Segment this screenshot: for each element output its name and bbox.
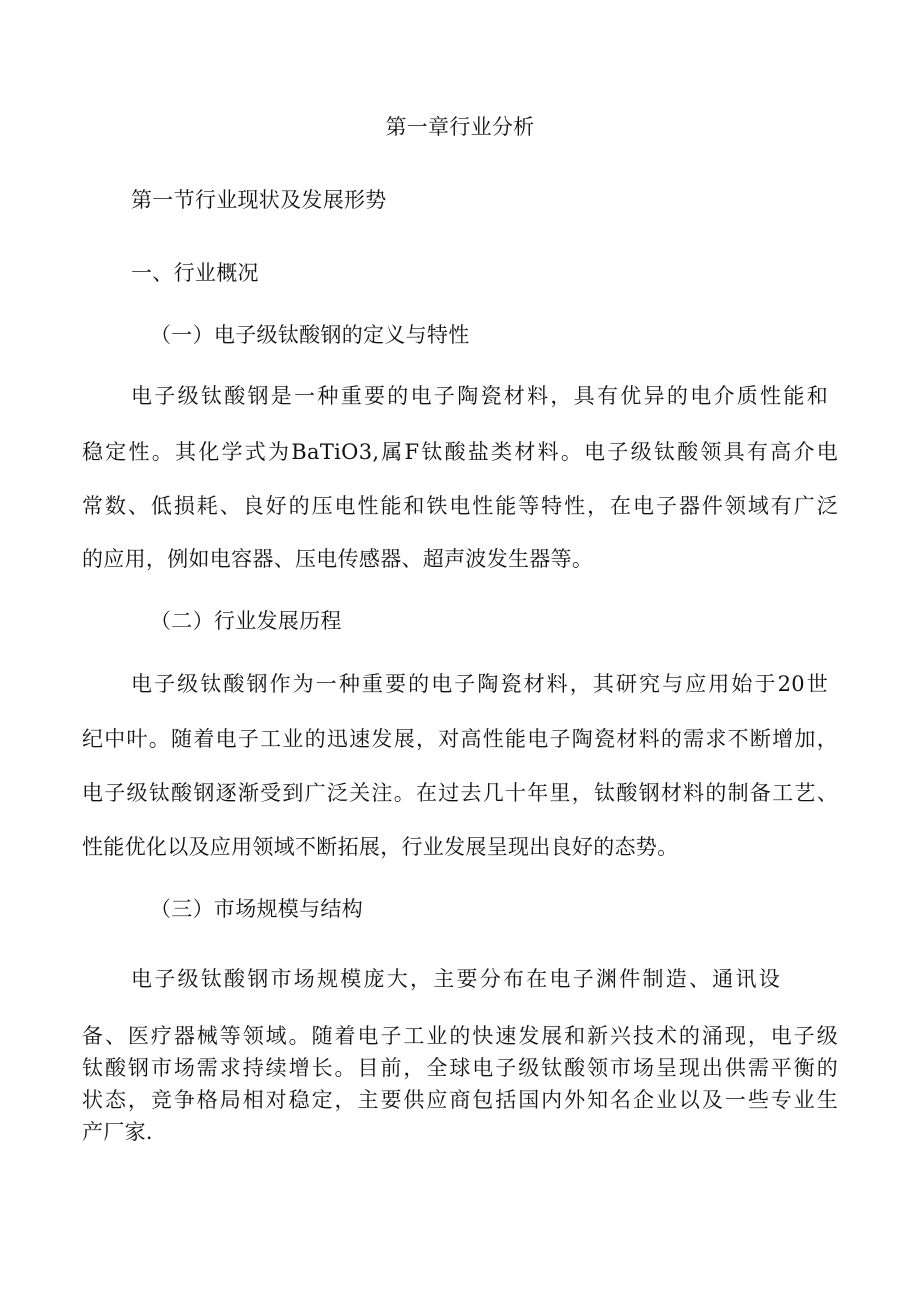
item1-line-4: 的应用，例如电容器、压电传感器、超声波发生器等。 [82, 547, 594, 571]
item3-line-5: 产厂家. [82, 1120, 153, 1144]
chapter-title: 第一章行业分析 [385, 115, 535, 139]
item3-line-2: 备、医疗器械等领域。随着电子工业的快速发展和新兴技术的涌现，电子级 [82, 1024, 838, 1048]
item2-line-4: 性能优化以及应用领域不断拓展，行业发展呈现出良好的态势。 [82, 835, 679, 859]
item2-line-2: 纪中叶。随着电子工业的迅速发展，对高性能电子陶瓷材料的需求不断增加， [82, 727, 838, 751]
item3-line-1: 电子级钛酸钢市场规模庞大，主要分布在电子渊件制造、通讯设 [131, 967, 780, 991]
item3-heading: （三）市场规模与结构 [150, 897, 363, 921]
section-title: 第一节行业现状及发展形势 [131, 188, 387, 212]
item1-line-3: 常数、低损耗、良好的压电性能和铁电性能等特性，在电子器件领域有广泛 [82, 494, 838, 518]
subsection-title: 一、行业概况 [131, 261, 259, 285]
item3-line-3: 钛酸钢市场需求持续增长。目前，全球电子级钛酸领市场呈现出供需平衡的 [82, 1056, 838, 1080]
item2-heading: （二）行业发展历程 [150, 609, 342, 633]
item3-line-4: 状态，竞争格局相对稳定，主要供应商包括国内外知名企业以及一些专业生 [82, 1088, 838, 1112]
item1-line-1: 电子级钛酸钢是一种重要的电子陶瓷材料，具有优异的电介质性能和 [131, 384, 828, 408]
item1-heading: （一）电子级钛酸钢的定义与特性 [150, 323, 470, 347]
item2-line-1: 电子级钛酸钢作为一种重要的电子陶瓷材料，其研究与应用始于20世 [131, 672, 828, 696]
item1-line-2: 稳定性。其化学式为BaTiO3,属F钛酸盐类材料。电子级钛酸领具有高介电 [82, 440, 838, 464]
item2-line-3: 电子级钛酸钢逐渐受到广泛关注。在过去几十年里，钛酸钢材料的制备工艺、 [82, 781, 838, 805]
